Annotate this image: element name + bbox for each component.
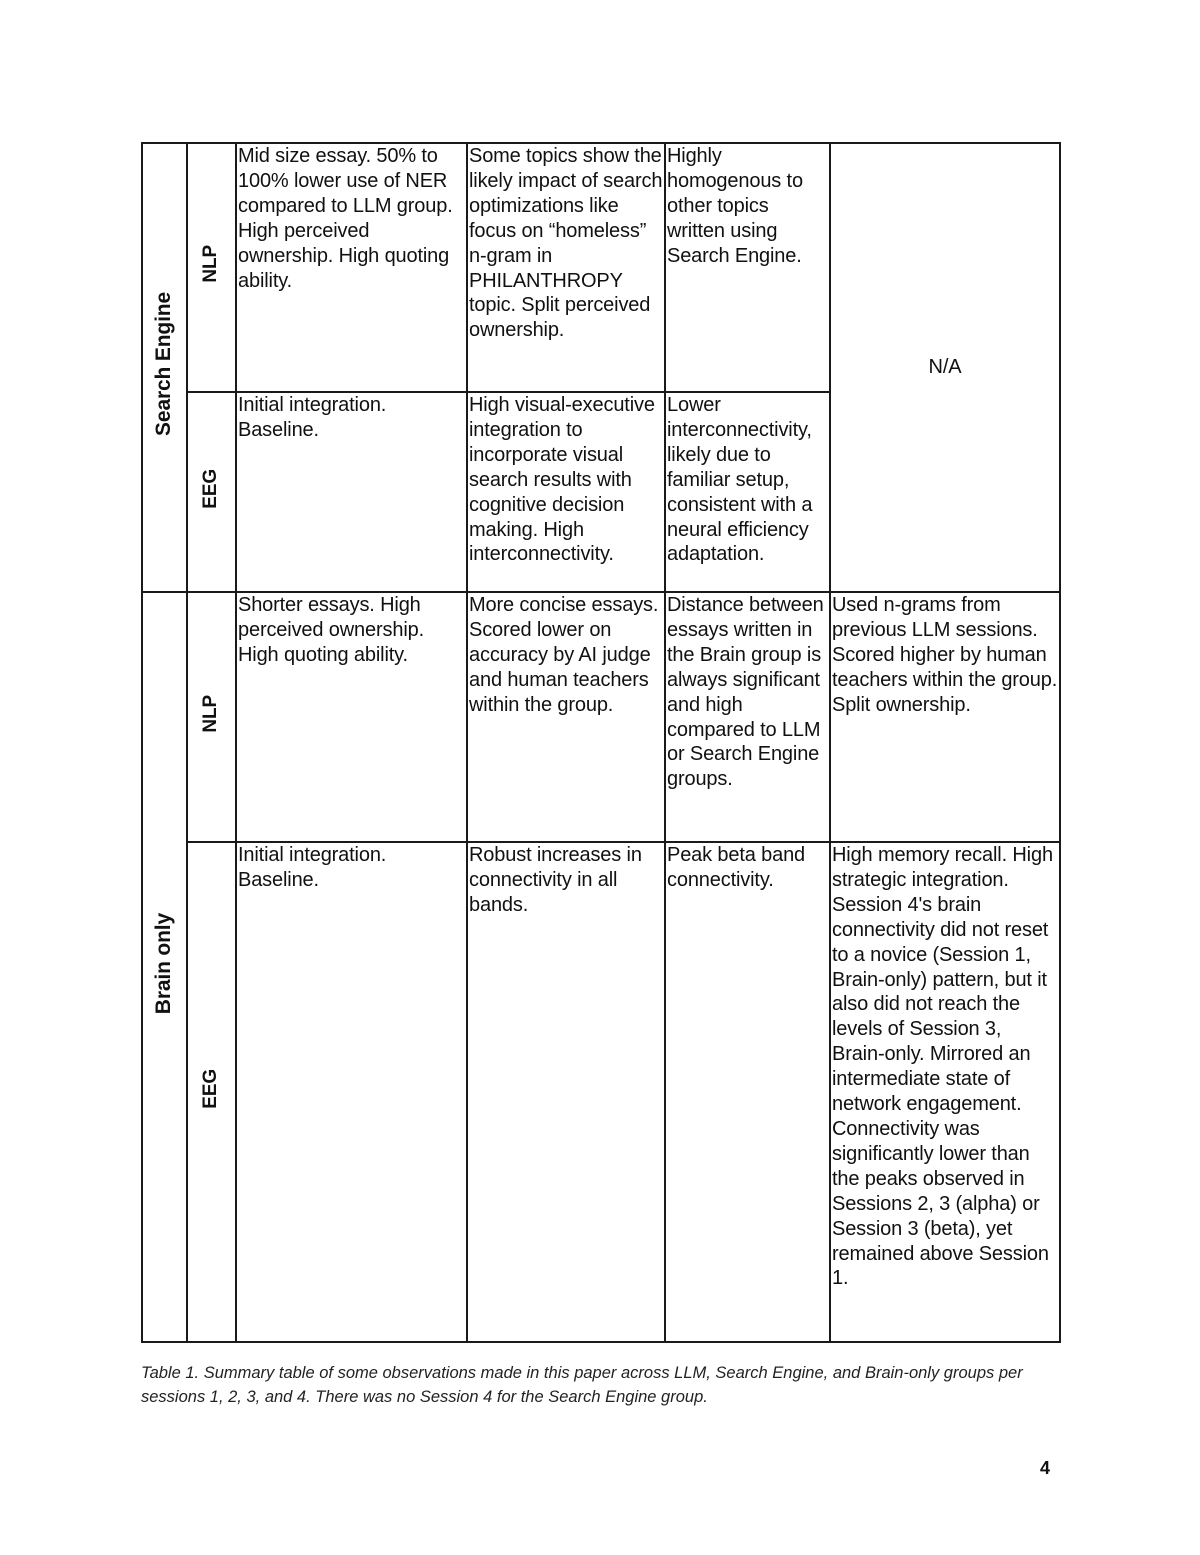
summary-table xyxy=(141,142,1061,1343)
table-row xyxy=(142,842,1060,1342)
measure-label: NLP xyxy=(200,245,222,283)
table-cell: More concise essays. Scored lower on accuracy by AI judge and human teachers within the group. xyxy=(467,592,665,842)
measure-label-cell xyxy=(187,842,236,1342)
table-cell: Highly homogenous to other topics written using Search Engine. xyxy=(665,143,830,392)
table-cell: Robust increases in connectivity in all bands. xyxy=(467,842,665,1342)
group-label-cell xyxy=(142,592,187,1342)
table-cell: Some topics show the likely impact of search optimizations like focus on “homeless” n-gram in PHILANTHROPY topic. Split perceived ownership. xyxy=(467,143,665,392)
measure-label: EEG xyxy=(200,468,222,509)
na-label: N/A xyxy=(928,356,962,379)
measure-label: NLP xyxy=(200,694,222,733)
measure-label-cell xyxy=(187,143,236,392)
measure-label-cell xyxy=(187,392,236,592)
table-cell: Initial integration. Baseline. xyxy=(236,842,467,1342)
table-cell: High visual-executive integration to incorporate visual search results with cognitive decision making. High interconnectivity. xyxy=(467,392,665,592)
group-label: Brain only xyxy=(152,912,176,1015)
table-cell: Peak beta band connectivity. xyxy=(665,842,830,1342)
table-cell: Shorter essays. High perceived ownership. High quoting ability. xyxy=(236,592,467,842)
table-cell: Used n-grams from previous LLM sessions. Scored higher by human teachers within the group. Split ownership. xyxy=(830,592,1060,842)
group-label: Search Engine xyxy=(152,292,176,437)
table-cell: Lower interconnectivity, likely due to familiar setup, consistent with a neural efficiency adaptation. xyxy=(665,392,830,592)
measure-label: EEG xyxy=(200,1068,222,1109)
table-cell: Initial integration. Baseline. xyxy=(236,392,467,592)
table-cell: Mid size essay. 50% to 100% lower use of NER compared to LLM group. High perceived ownership. High quoting ability. xyxy=(236,143,467,392)
group-label-cell xyxy=(142,143,187,592)
table-cell: High memory recall. High strategic integration. Session 4's brain connectivity did not reset to a novice (Session 1, Brain-only) pattern, but it also did not reach the levels of Session 3, Brain-only. Mirrored an intermediate state of network engagement. Connectivity was significantly lower than the peaks observed in Sessions 2, 3 (alpha) or Session 3 (beta), yet remained above Session 1. xyxy=(830,842,1060,1342)
table-row xyxy=(142,143,1060,392)
table-row xyxy=(142,592,1060,842)
table-caption: Table 1. Summary table of some observations made in this paper across LLM, Search Engine, and Brain-only groups per sessions 1, 2, 3, and 4. There was no Session 4 for the Search Engine group. xyxy=(141,1364,1023,1406)
na-cell xyxy=(830,143,1060,592)
page-number: 4 xyxy=(1040,1458,1051,1478)
measure-label-cell xyxy=(187,592,236,842)
table-cell: Distance between essays written in the Brain group is always significant and high compared to LLM or Search Engine groups. xyxy=(665,592,830,842)
